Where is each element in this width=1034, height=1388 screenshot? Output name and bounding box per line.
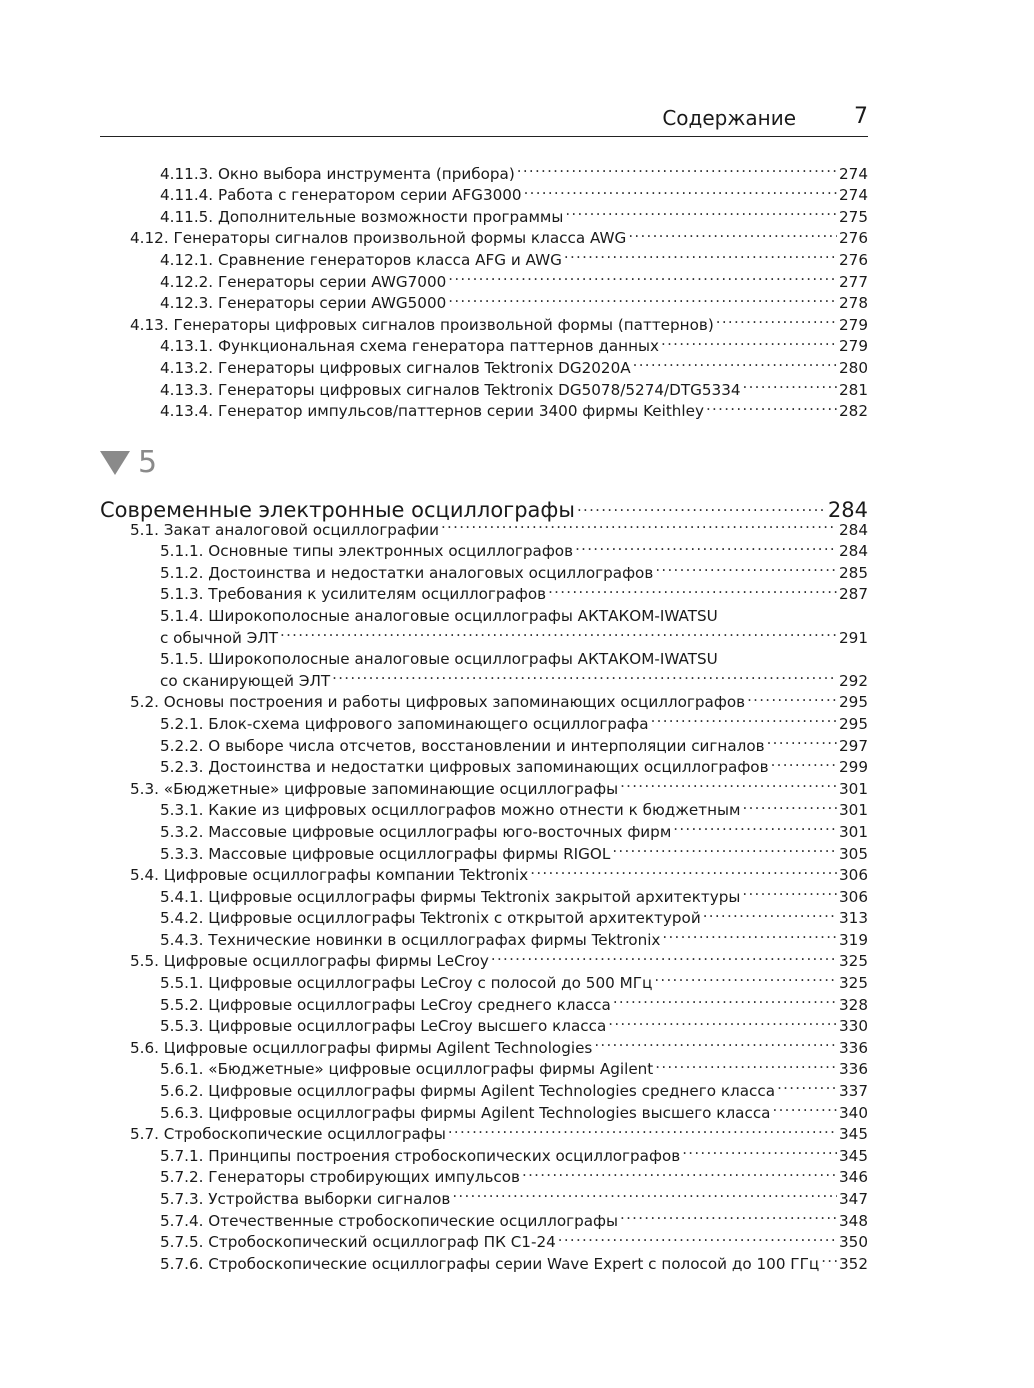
dot-leader	[612, 837, 837, 859]
toc-entry-page: 306	[839, 887, 868, 906]
toc-entry-title: 4.12.2. Генераторы серии AWG7000	[160, 272, 447, 291]
toc-entry-page: 348	[839, 1211, 868, 1230]
toc-entry-page: 284	[827, 498, 868, 522]
toc-entry-page: 282	[839, 402, 868, 421]
dot-leader	[628, 222, 837, 244]
running-header	[100, 100, 868, 137]
toc-entry-title: 5.5.2. Цифровые осциллографы LeCroy среднего класса	[160, 995, 611, 1014]
dot-leader	[673, 815, 837, 837]
dot-leader	[661, 330, 837, 352]
toc-entry-title: 5.7.6. Стробоскопические осциллографы серии Wave Expert с полосой до 100 ГГц	[160, 1254, 820, 1273]
toc-entry-page: 340	[839, 1103, 868, 1122]
toc-entry-page: 291	[839, 628, 868, 647]
toc-entry-page: 284	[839, 542, 868, 561]
toc-entry-page: 280	[839, 358, 868, 377]
dot-leader	[651, 707, 837, 729]
dot-leader	[565, 200, 837, 222]
toc-entry-title: 5.7.4. Отечественные стробоскопические осциллографы	[160, 1211, 619, 1230]
dot-leader	[720, 643, 866, 665]
toc-entry-page: 281	[839, 380, 868, 399]
dot-leader	[448, 287, 837, 309]
toc-entry-title: 5.3.3. Массовые цифровые осциллографы фирмы RIGOL	[160, 844, 611, 863]
toc-entry-title: 4.13.3. Генераторы цифровых сигналов Tektronix DG5078/5274/DTG5334	[160, 380, 741, 399]
toc-entry-title: 5.5.3. Цифровые осциллографы LeCroy высшего класса	[160, 1017, 607, 1036]
toc-entry-title: 5.7.5. Стробоскопический осциллограф ПК С1-24	[160, 1233, 556, 1252]
toc-entry-page: 352	[839, 1254, 868, 1273]
toc-entry-title: 5.7.3. Устройства выборки сигналов	[160, 1190, 451, 1208]
toc-entry-page: 345	[839, 1146, 868, 1165]
toc-entry-title: 4.13.2. Генераторы цифровых сигналов Tektronix DG2020A	[160, 358, 631, 377]
toc-entry-page: 277	[839, 272, 868, 291]
toc-entry-page: 275	[839, 207, 868, 226]
toc-entry-title: 5.4.2. Цифровые осциллографы Tektronix с открытой архитектурой	[160, 909, 701, 928]
toc-entry-title: 5.6.1. «Бюджетные» цифровые осциллографы фирмы Agilent	[160, 1060, 654, 1079]
toc-entry-title: 5.2.3. Достоинства и недостатки цифровых запоминающих осциллографов	[160, 758, 769, 777]
dot-leader	[448, 265, 837, 287]
toc-entry-page: 297	[839, 736, 868, 755]
toc-entry-title: 5.6.2. Цифровые осциллографы фирмы Agilent Technologies среднего класса	[160, 1082, 776, 1101]
toc-entry-title: 4.11.5. Дополнительные возможности программы	[160, 207, 564, 226]
dot-leader	[720, 599, 866, 621]
chapter-number: 5	[138, 445, 158, 480]
toc-entry-page: 299	[839, 758, 868, 777]
dot-leader	[530, 859, 837, 881]
toc-entry-page: 337	[839, 1082, 868, 1101]
dot-leader	[821, 1247, 837, 1269]
dot-leader	[654, 966, 837, 988]
toc-entry-title: 5.6. Цифровые осциллографы фирмы Agilent Technologies	[130, 1038, 593, 1057]
toc-entry-page: 292	[839, 671, 868, 690]
toc-entry-title: 5.2.1. Блок-схема цифрового запоминающего осциллографа	[160, 714, 649, 733]
dot-leader	[655, 556, 837, 578]
toc-entry-title: 5.4.3. Технические новинки в осциллографах фирмы Tektronix	[160, 930, 661, 949]
toc-entry-page: 325	[839, 952, 868, 971]
dot-leader	[594, 1031, 837, 1053]
dot-leader	[448, 1118, 837, 1140]
dot-leader	[548, 578, 837, 600]
toc-entry-title: 4.11.3. Окно выбора инструмента (прибора)	[160, 164, 515, 183]
dot-leader	[743, 373, 837, 395]
header-title: Содержание	[662, 106, 796, 130]
toc-entry-page: 306	[839, 866, 868, 885]
dot-leader	[517, 157, 837, 179]
dot-leader	[613, 988, 837, 1010]
toc-entry-page: 279	[839, 337, 868, 356]
toc-entry-title: 5.4. Цифровые осциллографы компании Tektronix	[130, 866, 529, 885]
toc-entry-title: 5.3.2. Массовые цифровые осциллографы юго-восточных фирм	[160, 822, 672, 841]
triangle-down-icon	[100, 451, 130, 475]
toc-entry-title: 4.13. Генераторы цифровых сигналов произвольной формы (паттернов)	[130, 315, 714, 334]
dot-leader	[777, 1074, 837, 1096]
toc-entry-title: 4.12. Генераторы сигналов произвольной формы класса AWG	[130, 229, 627, 248]
toc-section-chapter-4	[100, 157, 868, 421]
toc-entry-page: 276	[839, 250, 868, 269]
toc-entry-title: 5.1.4. Широкополосные аналоговые осциллографы АКТАКОМ-IWATSU	[160, 606, 718, 625]
toc-entry-title: 4.13.1. Функциональная схема генератора паттернов данных	[160, 337, 660, 356]
toc-entry-page: 274	[839, 186, 868, 205]
toc-entry-page: 301	[839, 822, 868, 841]
toc-entry-title: 5.1.2. Достоинства и недостатки аналоговых осциллографов	[160, 563, 654, 582]
toc-entry-page: 336	[839, 1060, 868, 1079]
dot-leader	[441, 513, 837, 535]
dot-leader	[706, 395, 837, 417]
dot-leader	[716, 308, 837, 330]
toc-entry-title: 5.1.3. Требования к усилителям осциллографов	[160, 585, 547, 604]
toc-entry-page: 279	[839, 315, 868, 334]
toc-section-chapter-5	[100, 491, 868, 1273]
toc-entry-page: 295	[839, 693, 868, 712]
toc-entry-title: 5.5. Цифровые осциллографы фирмы LeCroy	[130, 952, 489, 971]
toc-entry-page: 345	[839, 1125, 868, 1144]
dot-leader	[682, 1139, 837, 1161]
toc-entry-page: 328	[839, 995, 868, 1014]
toc-entry-title: 5.1.5. Широкополосные аналоговые осциллографы АКТАКОМ-IWATSU	[160, 650, 718, 669]
toc-entry-page: 336	[839, 1038, 868, 1057]
toc-entry-title: 5.1.1. Основные типы электронных осциллографов	[160, 542, 574, 561]
toc-entry-page: 284	[839, 520, 868, 539]
dot-leader	[524, 179, 837, 201]
dot-leader	[771, 751, 837, 773]
toc-entry-page: 301	[839, 801, 868, 820]
dot-leader	[558, 1226, 837, 1248]
toc-entry-title: 5.5.1. Цифровые осциллографы LeCroy с полосой до 500 МГц	[160, 974, 653, 993]
dot-leader	[491, 945, 837, 967]
toc-entry-title: 5.1. Закат аналоговой осциллографии	[130, 520, 439, 539]
dot-leader	[280, 621, 837, 643]
toc-entry-title: 5.2. Основы построения и работы цифровых запоминающих осциллографов	[130, 693, 746, 712]
dot-leader	[620, 1204, 837, 1226]
toc-entry-title: 4.12.3. Генераторы серии AWG5000	[160, 294, 447, 313]
toc-entry-page: 287	[839, 585, 868, 604]
toc-entry-page: 301	[839, 779, 868, 798]
toc-entry-page: 295	[839, 714, 868, 733]
toc-entry-title: 5.7.1. Принципы построения стробоскопических осциллографов	[160, 1146, 681, 1165]
toc-entry-page: 325	[839, 974, 868, 993]
toc-entry-page: 350	[839, 1233, 868, 1252]
toc-entry-page: 346	[839, 1168, 868, 1187]
toc-entry-title: Современные электронные осциллографы	[100, 498, 575, 522]
dot-leader	[743, 794, 838, 816]
toc-entry-page: 347	[839, 1190, 868, 1208]
dot-leader	[662, 923, 837, 945]
dot-leader	[773, 1096, 838, 1118]
toc-entry-title: 4.13.4. Генератор импульсов/паттернов серии 3400 фирмы Keithley	[160, 402, 704, 421]
dot-leader	[742, 880, 837, 902]
toc-entry-title: со сканирующей ЭЛТ	[160, 671, 331, 690]
toc-entry-title: 4.11.4. Работа с генератором серии AFG3000	[160, 186, 522, 205]
toc-entry-page: 319	[839, 930, 868, 949]
toc-entry-title: 5.7.2. Генераторы стробирующих импульсов	[160, 1168, 520, 1187]
toc-entry-title: 5.6.3. Цифровые осциллографы фирмы Agilent Technologies высшего класса	[160, 1103, 771, 1122]
dot-leader	[633, 351, 837, 373]
toc-entry-page: 274	[839, 164, 868, 183]
toc-entry-title: 4.12.1. Сравнение генераторов класса AFG и AWG	[160, 250, 562, 269]
toc-entry-title: 5.3. «Бюджетные» цифровые запоминающие осциллографы	[130, 779, 619, 798]
toc-entry-title: 5.7. Стробоскопические осциллографы	[130, 1125, 446, 1144]
toc-entry	[100, 157, 868, 183]
dot-leader	[608, 1010, 837, 1032]
toc-entry-title: 5.2.2. О выборе числа отсчетов, восстановлении и интерполяции сигналов	[160, 736, 765, 755]
toc-entry-title: с обычной ЭЛТ	[160, 628, 279, 647]
page-number: 7	[854, 104, 868, 129]
dot-leader	[620, 772, 837, 794]
dot-leader	[747, 686, 837, 708]
toc-entry-page: 305	[839, 844, 868, 863]
dot-leader	[452, 1182, 837, 1204]
dot-leader	[655, 1053, 837, 1075]
toc-entry-page: 313	[839, 909, 868, 928]
toc-entry-page: 278	[839, 294, 868, 313]
dot-leader	[703, 902, 837, 924]
toc-entry-title: 5.4.1. Цифровые осциллографы фирмы Tektronix закрытой архитектуры	[160, 887, 741, 906]
dot-leader	[332, 664, 837, 686]
toc-entry-page: 285	[839, 563, 868, 582]
dot-leader	[575, 535, 837, 557]
toc-entry-page: 330	[839, 1017, 868, 1036]
toc-entry-title: 5.3.1. Какие из цифровых осциллографов можно отнести к бюджетным	[160, 801, 741, 820]
dot-leader	[522, 1161, 837, 1183]
dot-leader	[767, 729, 837, 751]
chapter-heading	[100, 446, 157, 480]
dot-leader	[564, 243, 837, 265]
toc-entry-page: 276	[839, 229, 868, 248]
